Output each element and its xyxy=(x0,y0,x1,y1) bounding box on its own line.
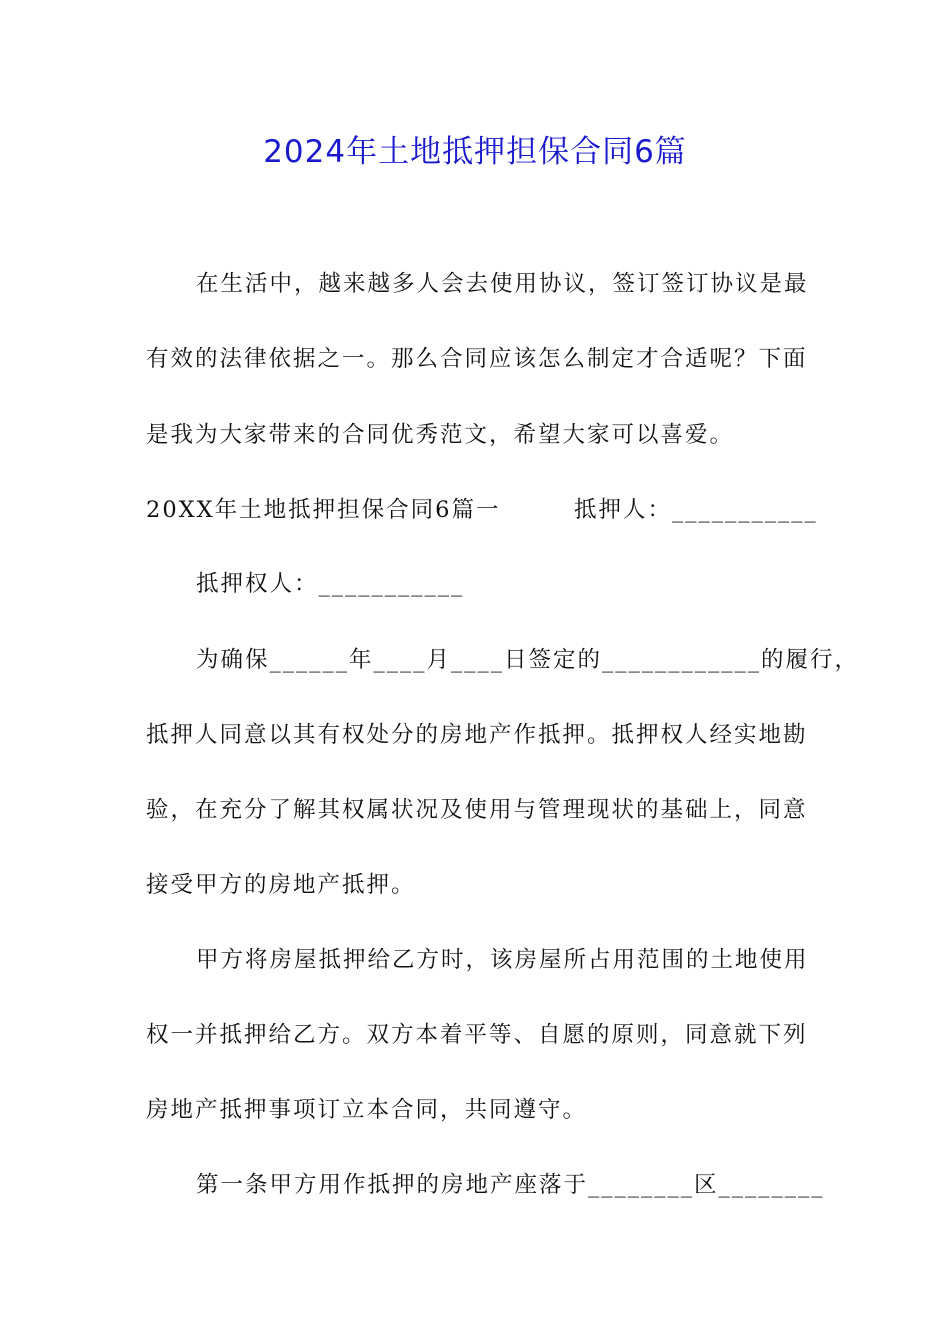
paragraph-2-line-1: 甲方将房屋抵押给乙方时，该房屋所占用范围的土地使用 xyxy=(196,947,809,973)
mortgagee-line: 抵押权人：___________ xyxy=(196,571,465,597)
paragraph-2-line-3: 房地产抵押事项订立本合同，共同遵守。 xyxy=(146,1097,588,1123)
article-1-line-1: 第一条甲方用作抵押的房地产座落于________区________ xyxy=(196,1172,825,1198)
paragraph-1-line-1: 为确保______年____月____日签定的____________的履行， xyxy=(196,647,860,673)
intro-line-1: 在生活中，越来越多人会去使用协议，签订签订协议是最 xyxy=(196,271,809,297)
contract-heading-line: 20XX年土地抵押担保合同6篇一 抵押人：___________ xyxy=(146,497,818,523)
paragraph-1-line-2: 抵押人同意以其有权处分的房地产作抵押。抵押权人经实地勘 xyxy=(146,722,808,748)
intro-line-2: 有效的法律依据之一。那么合同应该怎么制定才合适呢？下面 xyxy=(146,346,808,372)
paragraph-1-line-4: 接受甲方的房地产抵押。 xyxy=(146,872,416,898)
intro-line-3: 是我为大家带来的合同优秀范文，希望大家可以喜爱。 xyxy=(146,422,735,448)
paragraph-2-line-2: 权一并抵押给乙方。双方本着平等、自愿的原则，同意就下列 xyxy=(146,1022,808,1048)
document-title: 2024年土地抵押担保合同6篇 xyxy=(263,134,687,170)
paragraph-1-line-3: 验，在充分了解其权属状况及使用与管理现状的基础上，同意 xyxy=(146,797,808,823)
